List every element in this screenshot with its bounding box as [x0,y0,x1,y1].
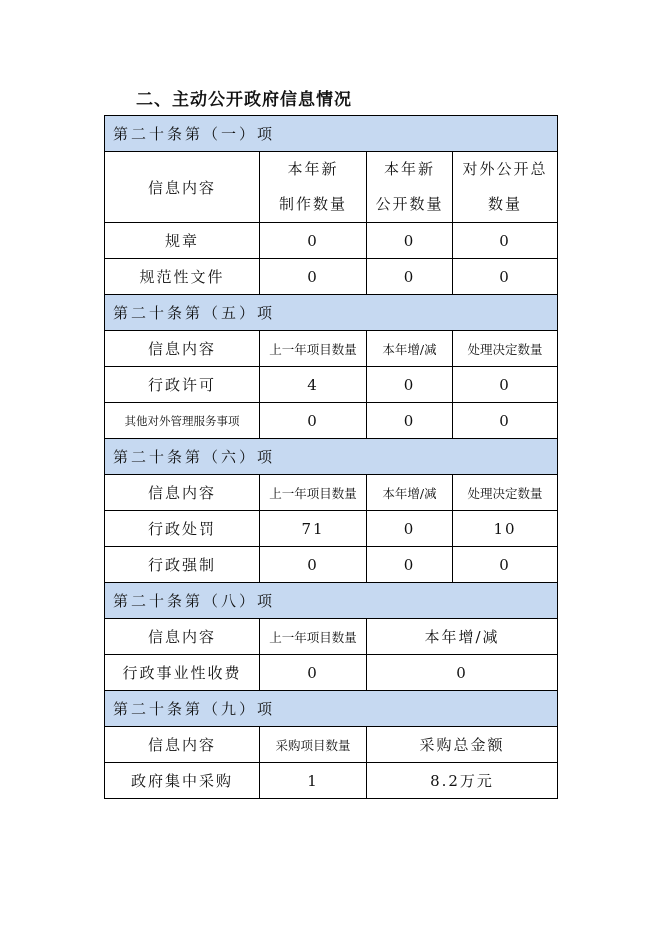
cell-value: 0 [367,403,453,439]
cell-value: 0 [453,367,558,403]
col-header: 信息内容 [105,619,260,655]
table-row [105,763,558,799]
table-row [105,511,558,547]
header-row [105,331,558,367]
cell-value: 0 [453,223,558,259]
section-title: 第二十条第（六）项 [105,439,558,475]
section-header-5 [105,295,558,331]
row-label: 规章 [105,223,260,259]
section-header-9 [105,691,558,727]
col-header: 本年增/减 [367,475,453,511]
col-header: 本年新 制作数量 [260,152,367,223]
table-row [105,655,558,691]
col-header: 本年增/减 [367,331,453,367]
col-header: 信息内容 [105,331,260,367]
section-title: 第二十条第（九）项 [105,691,558,727]
cell-value: 4 [260,367,367,403]
section-header-6 [105,439,558,475]
section-title: 第二十条第（一）项 [105,116,558,152]
table-row [105,367,558,403]
row-label: 行政处罚 [105,511,260,547]
header-row [105,727,558,763]
info-table [104,115,558,799]
cell-value: 0 [453,259,558,295]
col-header: 采购总金额 [367,727,558,763]
cell-value: 0 [260,547,367,583]
cell-value: 0 [453,547,558,583]
cell-value: 10 [453,511,558,547]
table-row [105,547,558,583]
col-header: 对外公开总 数量 [453,152,558,223]
col-header: 信息内容 [105,727,260,763]
section-header-1 [105,116,558,152]
row-label: 行政强制 [105,547,260,583]
cell-value: 1 [260,763,367,799]
row-label: 行政许可 [105,367,260,403]
cell-value: 71 [260,511,367,547]
col-header: 上一年项目数量 [260,619,367,655]
cell-value: 0 [367,223,453,259]
section-title: 第二十条第（五）项 [105,295,558,331]
col-header: 信息内容 [105,152,260,223]
row-label: 其他对外管理服务事项 [105,403,260,439]
cell-value: 0 [260,655,367,691]
row-label: 政府集中采购 [105,763,260,799]
section-header-8 [105,583,558,619]
col-header: 信息内容 [105,475,260,511]
header-row [105,475,558,511]
col-header: 采购项目数量 [260,727,367,763]
section-title: 第二十条第（八）项 [105,583,558,619]
col-header: 本年新 公开数量 [367,152,453,223]
cell-value: 0 [260,403,367,439]
row-label: 行政事业性收费 [105,655,260,691]
table-row [105,403,558,439]
cell-value: 0 [260,223,367,259]
col-header: 上一年项目数量 [260,475,367,511]
table-row [105,259,558,295]
cell-value: 0 [367,367,453,403]
table-row [105,223,558,259]
page-heading: 二、主动公开政府信息情况 [136,90,352,110]
header-row [105,619,558,655]
col-header: 处理决定数量 [453,331,558,367]
col-header: 上一年项目数量 [260,331,367,367]
cell-value: 0 [367,259,453,295]
row-label: 规范性文件 [105,259,260,295]
cell-value: 0 [260,259,367,295]
col-header: 处理决定数量 [453,475,558,511]
cell-value: 0 [367,547,453,583]
cell-value: 0 [453,403,558,439]
header-row [105,152,558,223]
cell-value: 8.2万元 [367,763,558,799]
cell-value: 0 [367,655,558,691]
col-header: 本年增/减 [367,619,558,655]
cell-value: 0 [367,511,453,547]
